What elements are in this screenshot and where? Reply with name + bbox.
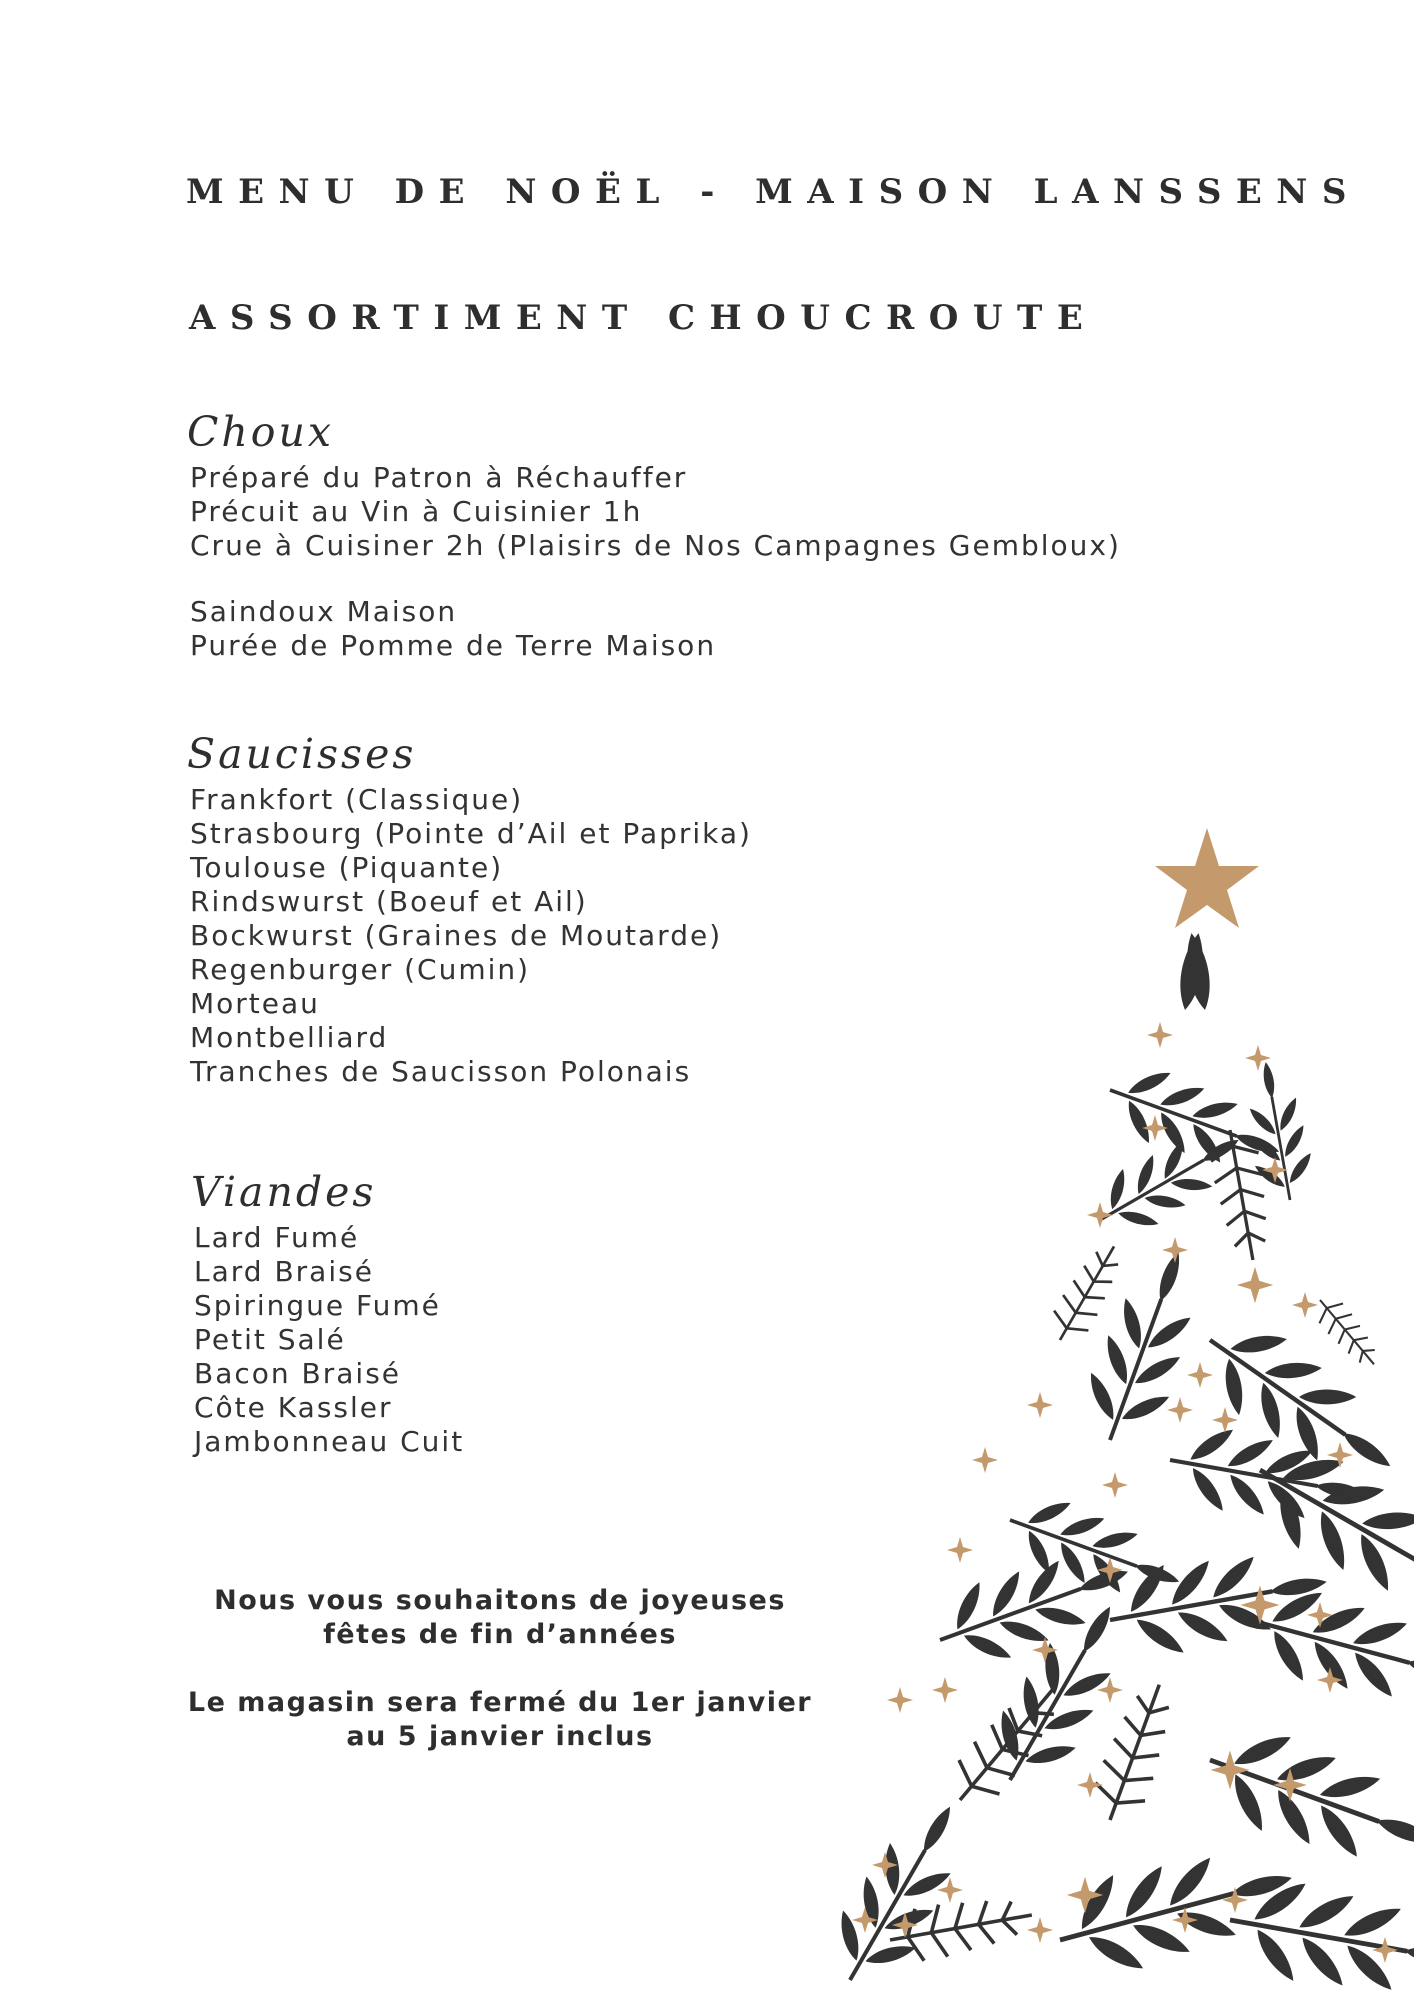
page-title: MENU DE NOËL - MAISON LANSSENS (186, 172, 1361, 212)
list-item: Bacon Braisé (194, 1357, 402, 1390)
section-saucisses (187, 727, 752, 1089)
holiday-wishes (150, 1584, 850, 1652)
section-heading: Choux (187, 408, 334, 456)
list-item: Jambonneau Cuit (194, 1425, 465, 1458)
leaf-branch (1067, 1236, 1221, 1455)
list-item: Tranches de Saucisson Polonais (190, 1055, 692, 1088)
section-heading: Saucisses (187, 730, 417, 778)
list-item: Toulouse (Piquante) (190, 851, 504, 884)
list-item: Frankfort (Classique) (190, 783, 524, 816)
fern-branch (1085, 1676, 1184, 1829)
list-item: Petit Salé (194, 1323, 346, 1356)
list-item: Purée de Pomme de Terre Maison (190, 629, 717, 662)
list-item: Montbelliard (190, 1021, 389, 1054)
list-item: Précuit au Vin à Cuisinier 1h (190, 495, 643, 528)
leaf-branch (1234, 1057, 1321, 1206)
list-item: Côte Kassler (194, 1391, 393, 1424)
list-item: Préparé du Patron à Réchauffer (190, 461, 688, 494)
section-viandes (191, 1165, 464, 1459)
christmas-tree-illustration (810, 820, 1414, 2000)
item-list (190, 783, 752, 1089)
menu-subtitle: ASSORTIMENT CHOUCROUTE (189, 298, 1098, 338)
item-list (190, 461, 1121, 663)
list-item: Lard Braisé (194, 1255, 374, 1288)
list-item: Strasbourg (Pointe d’Ail et Paprika) (190, 817, 752, 850)
fern-branch (1308, 1290, 1386, 1374)
closure-line: Le magasin sera fermé du 1er janvier (187, 1687, 813, 1718)
item-list (194, 1221, 464, 1459)
list-item: Morteau (190, 987, 320, 1020)
list-item: Spiringue Fumé (194, 1289, 441, 1322)
star-icon (1155, 828, 1259, 928)
section-choux (187, 405, 1121, 663)
list-item: Saindoux Maison (190, 595, 458, 628)
list-item: Bockwurst (Graines de Moutarde) (190, 919, 723, 952)
wishes-line: Nous vous souhaitons de joyeuses (214, 1585, 786, 1616)
wishes-line: fêtes de fin d’années (323, 1619, 677, 1650)
closure-notice (150, 1686, 850, 1754)
list-item: Regenburger (Cumin) (190, 953, 531, 986)
leaf-branch (996, 1481, 1193, 1620)
closure-line: au 5 janvier inclus (346, 1721, 654, 1752)
fern-branch (1043, 1237, 1131, 1350)
list-item: Rindswurst (Boeuf et Ail) (190, 885, 588, 918)
list-item: Crue à Cuisiner 2h (Plaisirs de Nos Campagnes Gembloux) (190, 529, 1121, 562)
leaf-branch (1175, 931, 1215, 1011)
list-item: Lard Fumé (194, 1221, 360, 1254)
leaf-branch (1191, 1709, 1414, 1894)
leaf-branch (811, 1784, 990, 2000)
section-heading: Viandes (191, 1168, 377, 1216)
